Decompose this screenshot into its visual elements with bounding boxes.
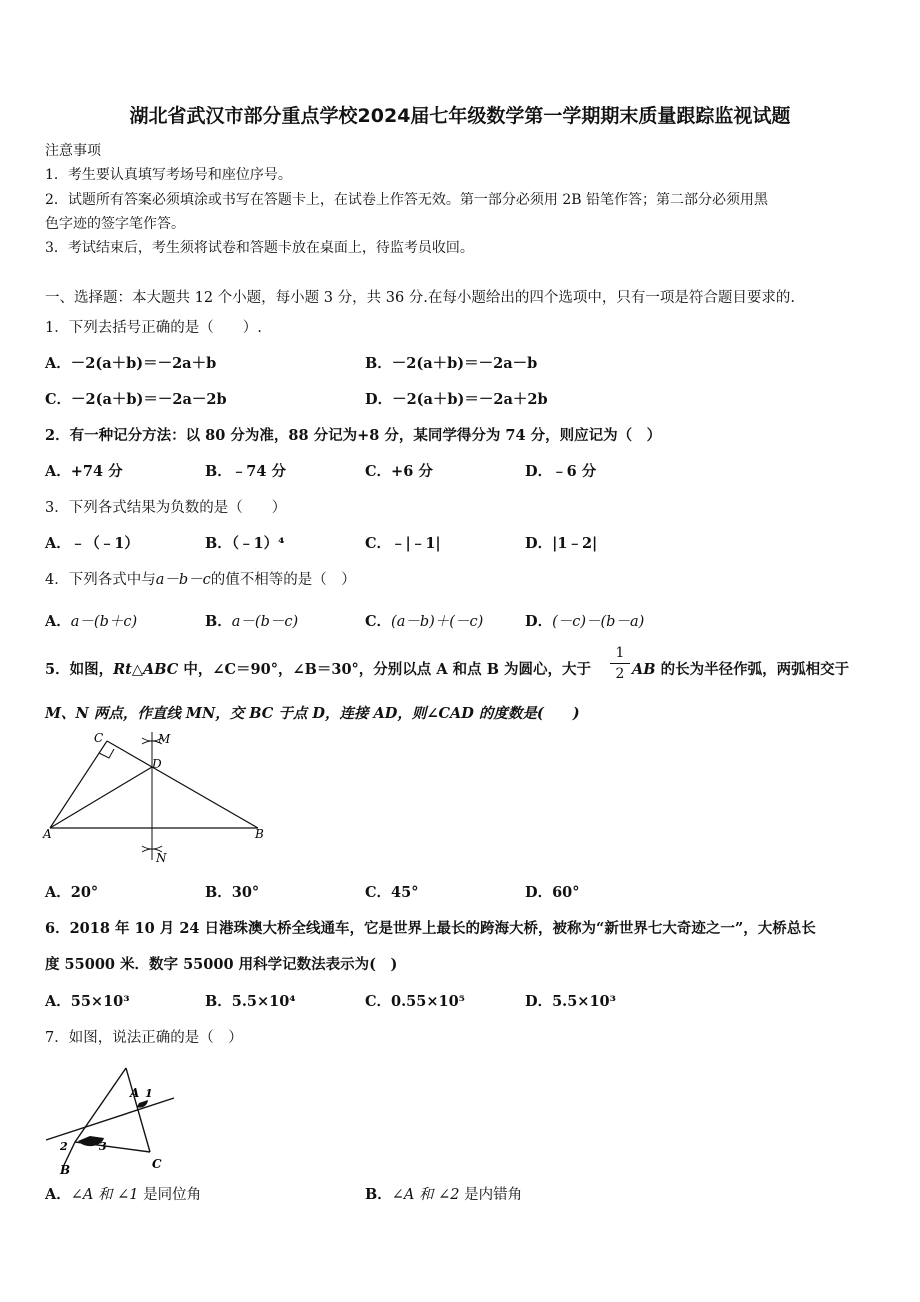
q4-option-c-label: C． xyxy=(365,613,392,630)
fig7-label-1: 1 xyxy=(145,1087,153,1100)
q7-option-a-expr: ∠A 和 ∠1 xyxy=(70,1187,139,1203)
q6-option-b: B．5.5×10⁴ xyxy=(205,993,296,1010)
q7-figure xyxy=(42,1060,182,1175)
q7-option-b xyxy=(365,1183,522,1204)
question-3-stem: 3．下列各式结果为负数的是（ ） xyxy=(45,500,287,516)
q6-option-d: D．5.5×10³ xyxy=(525,993,616,1010)
q4-option-a xyxy=(45,610,137,631)
question-6-line2: 度 55000 米．数字 55000 用科学记数法表示为( ) xyxy=(45,956,398,973)
question-5-line2: M、N 两点，作直线 MN，交 BC 于点 D，连接 AD，则∠CAD 的度数是( ) xyxy=(45,705,580,722)
q2-option-c: C．+6 分 xyxy=(365,463,433,480)
q4-stem-expr: a－b－c xyxy=(155,572,211,588)
q6-option-c: C．0.55×10⁵ xyxy=(365,993,466,1010)
fig5-label-n: N xyxy=(156,851,167,865)
question-7-stem: 7．如图，说法正确的是（ ） xyxy=(45,1030,243,1046)
q7-option-a xyxy=(45,1183,201,1204)
q4-option-a-expr: a－(b＋c) xyxy=(70,614,138,630)
question-1-stem: 1．下列去括号正确的是（ ）. xyxy=(45,320,262,336)
fig7-label-2: 2 xyxy=(60,1140,68,1153)
question-2-stem: 2．有一种记分方法：以 80 分为准，88 分记为+8 分，某同学得分为 74 分，则应记为（ ） xyxy=(45,427,662,444)
q1-option-a: A．－2(a＋b)＝－2a＋b xyxy=(45,355,217,372)
notice-item: 3．考试结束后，考生须将试卷和答题卡放在桌面上，待监考员收回。 xyxy=(45,240,474,256)
q4-stem-post: 的值不相等的是（ ） xyxy=(210,572,356,588)
q5-frac-num: 1 xyxy=(615,645,625,661)
q7-option-b-post: 是内错角 xyxy=(459,1187,523,1203)
fig7-label-3: 3 xyxy=(99,1140,107,1153)
q4-option-a-label: A． xyxy=(45,613,71,630)
q6-option-a: A．55×10³ xyxy=(45,993,130,1010)
q4-option-c-expr: (a－b)＋(－c) xyxy=(391,614,484,630)
q4-option-d xyxy=(525,610,644,631)
fig5-label-a: A xyxy=(43,827,52,841)
q7-option-a-label: A． xyxy=(45,1186,71,1203)
q7-option-a-post: 是同位角 xyxy=(138,1187,202,1203)
notice-item: 1．考生要认真填写考场号和座位序号。 xyxy=(45,167,292,183)
q4-option-b xyxy=(205,610,298,631)
q2-option-a: A．+74 分 xyxy=(45,463,123,480)
notice-heading: 注意事项 xyxy=(45,143,101,159)
q3-option-b: B．（﹣1）⁴ xyxy=(205,535,285,552)
question-4-stem xyxy=(45,568,356,589)
q3-option-a: A．﹣（﹣1） xyxy=(45,535,139,552)
q2-option-b: B．﹣74 分 xyxy=(205,463,286,480)
q5-option-b: B．30° xyxy=(205,884,260,901)
notice-item: 色字迹的签字笔作答。 xyxy=(45,216,185,232)
q3-option-d: D．|1﹣2| xyxy=(525,535,598,552)
q1-option-c: C．－2(a＋b)＝－2a－2b xyxy=(45,391,227,408)
fig5-label-b: B xyxy=(255,827,264,841)
q4-option-d-label: D． xyxy=(525,613,553,630)
q5-option-c: C．45° xyxy=(365,884,419,901)
q4-option-d-expr: (－c)－(b－a) xyxy=(552,614,645,630)
fig5-label-m: M xyxy=(158,732,171,746)
q1-option-d: D．－2(a＋b)＝－2a＋2b xyxy=(365,391,548,408)
q5-fraction xyxy=(610,644,630,683)
q7-option-b-expr: ∠A 和 ∠2 xyxy=(391,1187,460,1203)
q5-figure xyxy=(38,728,278,868)
fig7-label-b: B xyxy=(60,1163,71,1175)
q7-option-b-label: B． xyxy=(365,1186,392,1203)
fig7-label-a: A xyxy=(130,1086,140,1100)
question-6-line1: 6．2018 年 10 月 24 日港珠澳大桥全线通车，它是世界上最长的跨海大桥，被称为“新世界七大奇迹之一”，大桥总长 xyxy=(45,920,816,937)
q5-option-d: D．60° xyxy=(525,884,580,901)
q5-frac-den: 2 xyxy=(615,666,625,682)
q5-line1-pre: 5．如图， xyxy=(45,661,114,678)
q5-line1-mid: 中，∠C＝90°，∠B＝30°，分别以点 A 和点 B 为圆心，大于 xyxy=(178,661,592,678)
page-title: 湖北省武汉市部分重点学校2024届七年级数学第一学期期末质量跟踪监视试题 xyxy=(129,105,791,127)
q4-option-b-expr: a－(b－c) xyxy=(231,614,299,630)
q2-option-d: D．﹣6 分 xyxy=(525,463,597,480)
question-5-line1 xyxy=(45,658,591,679)
q1-option-b: B．－2(a＋b)＝－2a－b xyxy=(365,355,538,372)
q3-option-c: C．﹣|﹣1| xyxy=(365,535,441,552)
q4-stem-pre: 4．下列各式中与 xyxy=(45,572,156,588)
q5-option-a: A．20° xyxy=(45,884,99,901)
fig5-label-d: D xyxy=(152,757,162,771)
fig5-label-c: C xyxy=(94,731,104,745)
fig7-label-c: C xyxy=(152,1157,162,1171)
notice-item: 2．试题所有答案必须填涂或书写在答题卡上，在试卷上作答无效。第一部分必须用 2B 铅笔作答；第二部分必须用黑 xyxy=(45,192,768,208)
q4-option-b-label: B． xyxy=(205,613,232,630)
q5-line1-post: 的长为半径作弧，两弧相交于 xyxy=(655,661,850,678)
q5-line1-rt: Rt△ABC xyxy=(113,661,179,678)
q4-option-c xyxy=(365,610,483,631)
q5-line1-ab: AB xyxy=(632,661,656,678)
question-5-line1-end xyxy=(632,658,849,679)
section-heading: 一、选择题：本大题共 12 个小题，每小题 3 分，共 36 分.在每小题给出的四个选项中，只有一项是符合题目要求的. xyxy=(45,290,795,306)
